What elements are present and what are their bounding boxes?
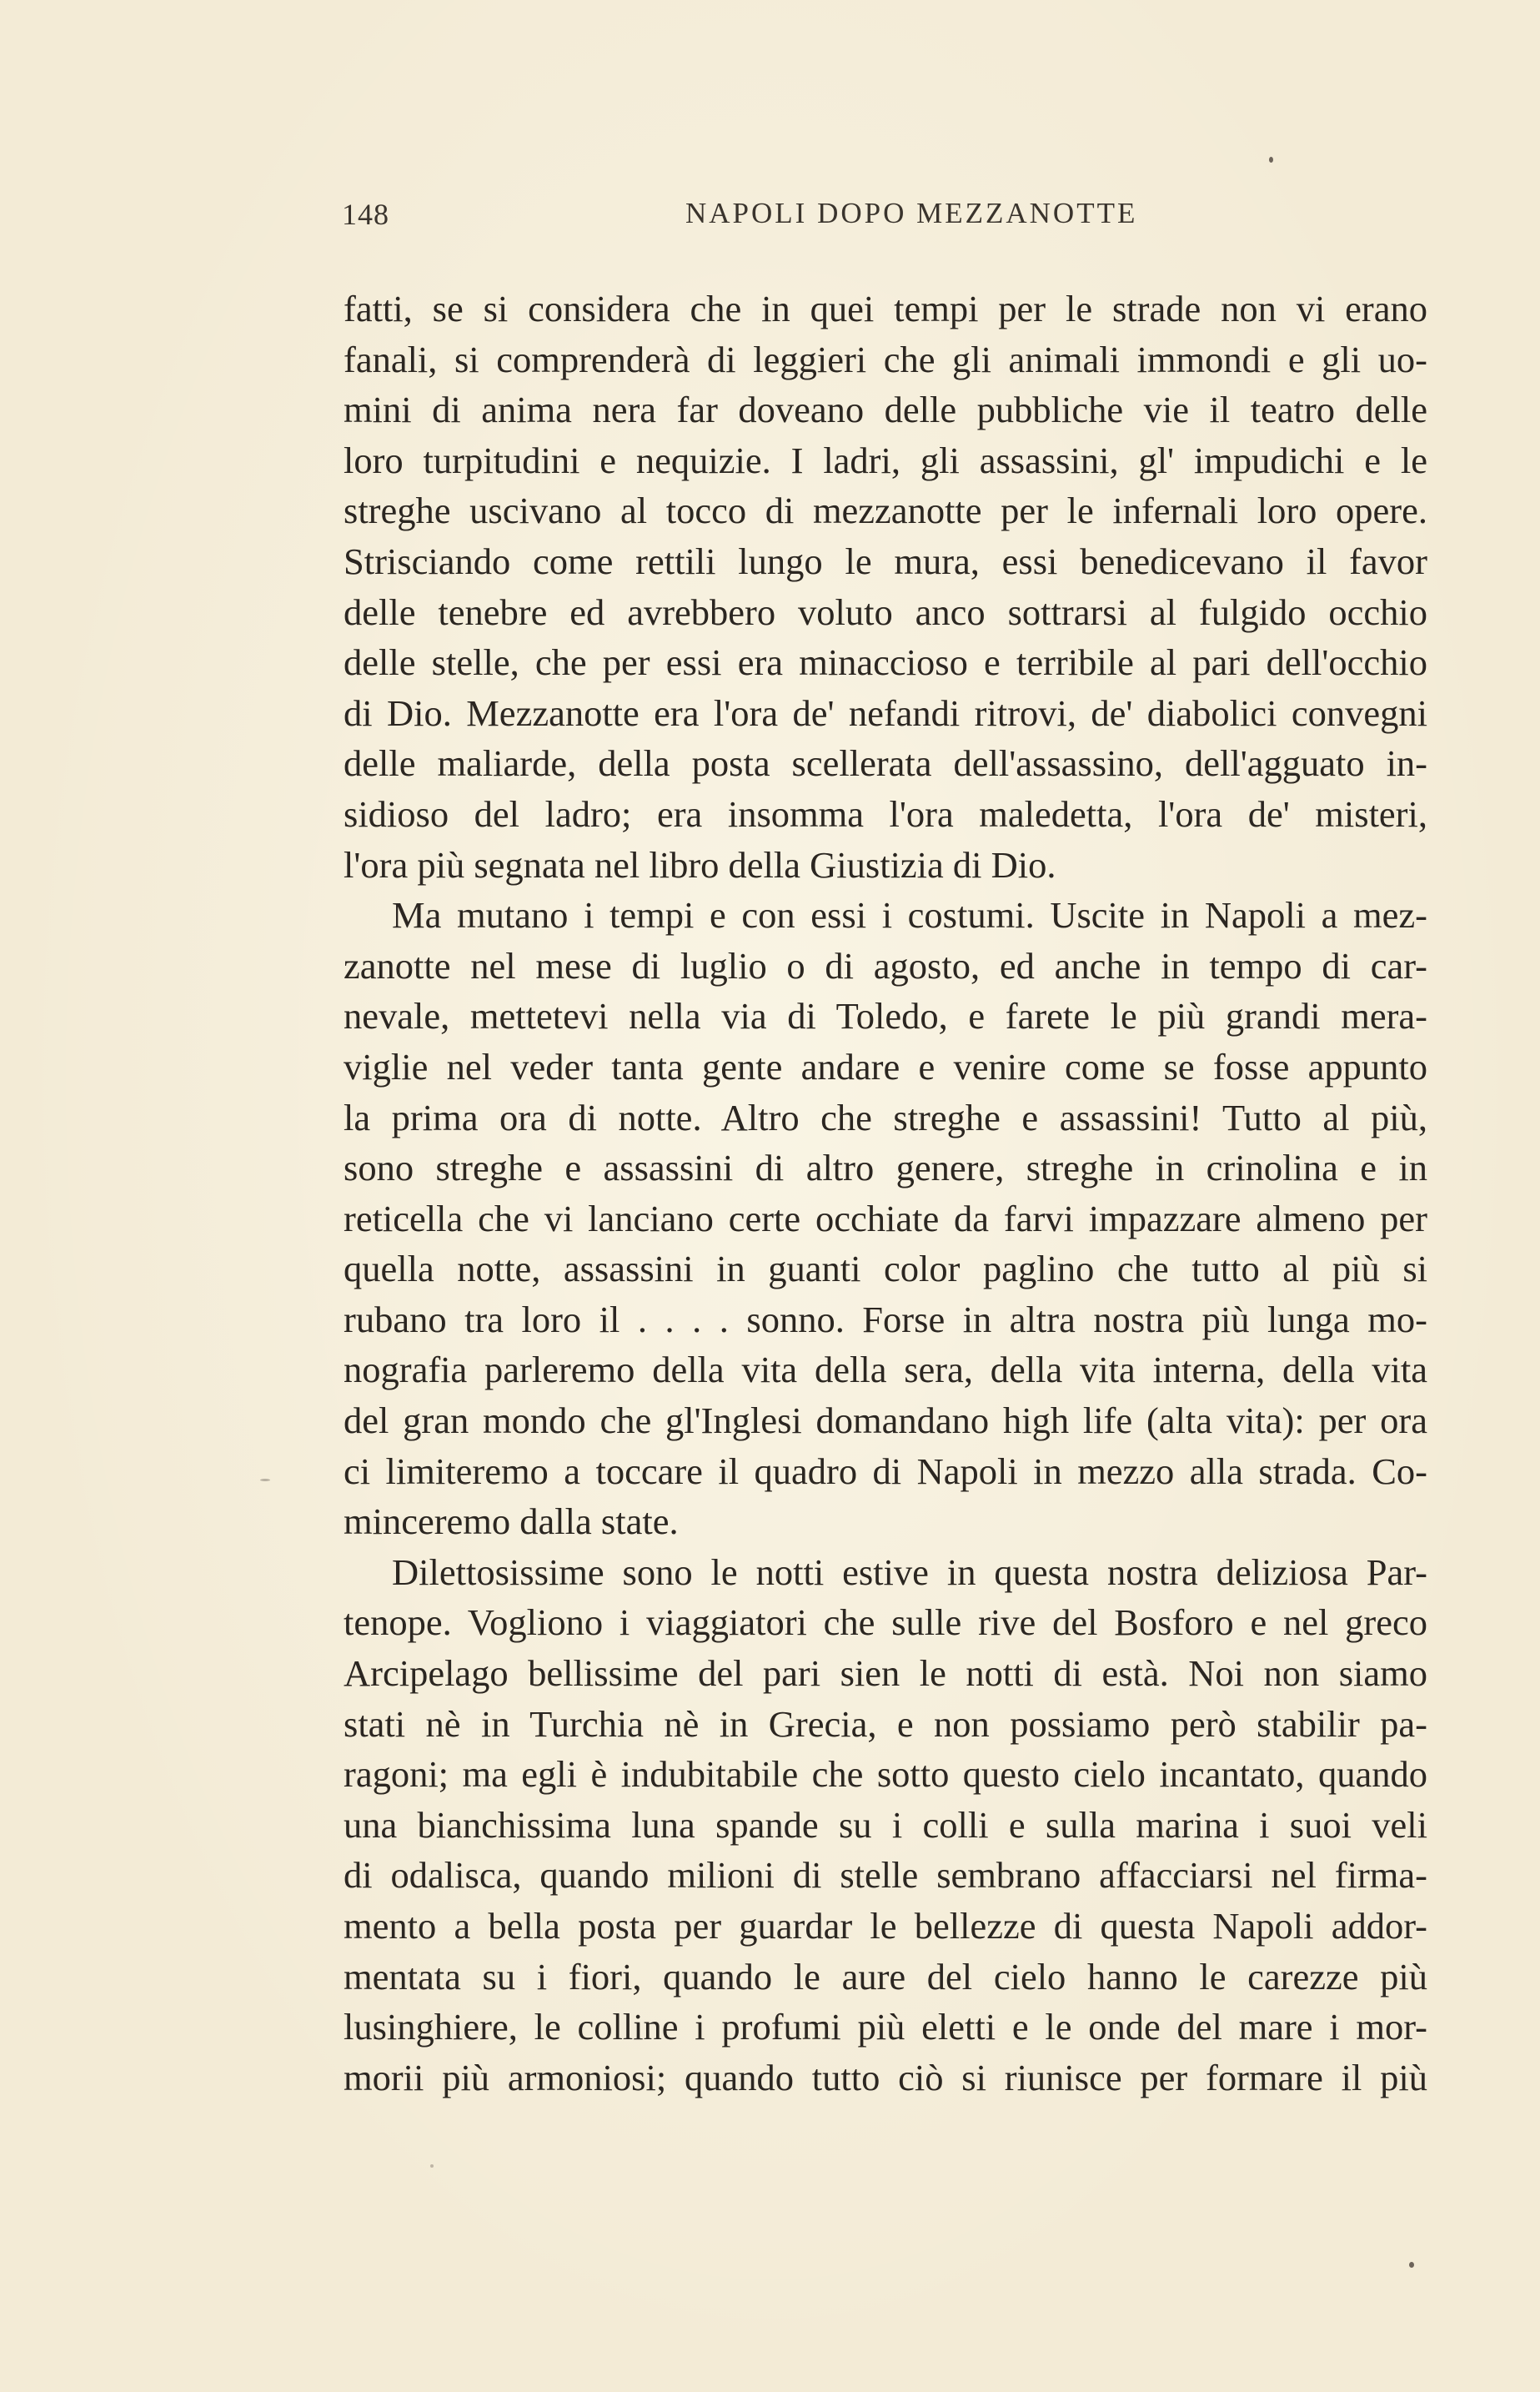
text-line: zanotte nel mese di luglio o di agosto, ed anche in tempo di car- [344,944,1427,987]
text-line: minceremo dalla state. [344,1500,679,1543]
text-line: Dilettosissime sono le notti estive in questa nostra deliziosa Par- [392,1550,1427,1593]
text-line: delle maliarde, della posta scellerata dell'assassino, dell'agguato in- [344,742,1427,785]
text-line: tenope. Vogliono i viaggiatori che sulle rive del Bosforo e nel greco [344,1601,1427,1644]
body-text [344,284,1427,2103]
text-line: sidioso del ladro; era insomma l'ora maledetta, l'ora de' misteri, [344,792,1427,835]
paper-speck [1409,2262,1414,2268]
text-line: Strisciando come rettili lungo le mura, essi benedicevano il favor [344,540,1427,582]
text-line: nografia parleremo della vita della sera, della vita interna, della vita [344,1349,1427,1391]
text-line: mentata su i fiori, quando le aure del cielo hanno le carezze più [344,1955,1427,1998]
paper-speck [260,1479,270,1481]
paragraph-1 [344,284,1427,890]
text-line: la prima ora di notte. Altro che streghe e assassini! Tutto al più, [344,1096,1427,1138]
text-line: mento a bella posta per guardar le bellezze di questa Napoli addor- [344,1905,1427,1947]
text-line: ci limiteremo a toccare il quadro di Napoli in mezzo alla strada. Co- [344,1450,1427,1492]
text-line: l'ora più segnata nel libro della Giustizia di Dio. [344,843,1056,886]
text-line: delle tenebre ed avrebbero voluto anco sottrarsi al fulgido occhio [344,590,1427,633]
text-line: una bianchissima luna spande su i colli e sulla marina i suoi veli [344,1803,1427,1846]
paragraph-3 [344,1547,1427,2103]
text-line: streghe uscivano al tocco di mezzanotte per le infernali loro opere. [344,490,1427,532]
running-head [342,197,1176,239]
text-line: rubano tra loro il . . . . sonno. Forse in altra nostra più lunga mo- [344,1298,1427,1340]
text-line: fatti, se si considera che in quei tempi per le strade non vi erano [344,288,1427,329]
paper-speck [1269,157,1273,163]
text-line: lusinghiere, le colline i profumi più eletti e le onde del mare i mor- [344,2006,1427,2048]
text-line: fanali, si comprenderà di leggieri che gli animali immondi e gli uo- [344,338,1427,380]
text-line: di odalisca, quando milioni di stelle sembrano affacciarsi nel firma- [344,1854,1427,1897]
text-line: Arcipelago bellissime del pari sien le notti di està. Noi non siamo [344,1652,1427,1695]
text-line: loro turpitudini e nequizie. I ladri, gli assassini, gl' impudichi e le [344,439,1427,481]
text-line: viglie nel veder tanta gente andare e venire come se fosse appunto [344,1045,1427,1088]
text-line: delle stelle, che per essi era minaccioso e terribile al pari dell'occhio [344,641,1427,684]
text-line: reticella che vi lanciano certe occhiate da farvi impazzare almeno per [344,1197,1427,1239]
text-line: mini di anima nera far doveano delle pubbliche vie il teatro delle [344,389,1427,431]
text-line: sono streghe e assassini di altro genere, streghe in crinolina e in [344,1147,1427,1189]
text-line: di Dio. Mezzanotte era l'ora de' nefandi ritrovi, de' diabolici convegni [344,691,1427,734]
paper-speck [430,2164,434,2168]
text-line: ragoni; ma egli è indubitabile che sotto questo cielo incantato, quando [344,1753,1427,1796]
text-line: morii più armoniosi; quando tutto ciò si riunisce per formare il più [344,2056,1427,2098]
running-title: NAPOLI DOPO MEZZANOTTE [685,197,1138,229]
text-line: del gran mondo che gl'Inglesi domandano high life (alta vita): per ora [344,1400,1427,1442]
page-number: 148 [342,198,389,231]
text-line: stati nè in Turchia nè in Grecia, e non possiamo però stabilir pa- [344,1702,1427,1745]
text-line: Ma mutano i tempi e con essi i costumi. Uscite in Napoli a mez- [392,894,1427,937]
paragraph-2 [344,890,1427,1547]
text-line: nevale, mettetevi nella via di Toledo, e farete le più grandi mera- [344,995,1427,1038]
text-line: quella notte, assassini in guanti color paglino che tutto al più si [344,1248,1427,1290]
